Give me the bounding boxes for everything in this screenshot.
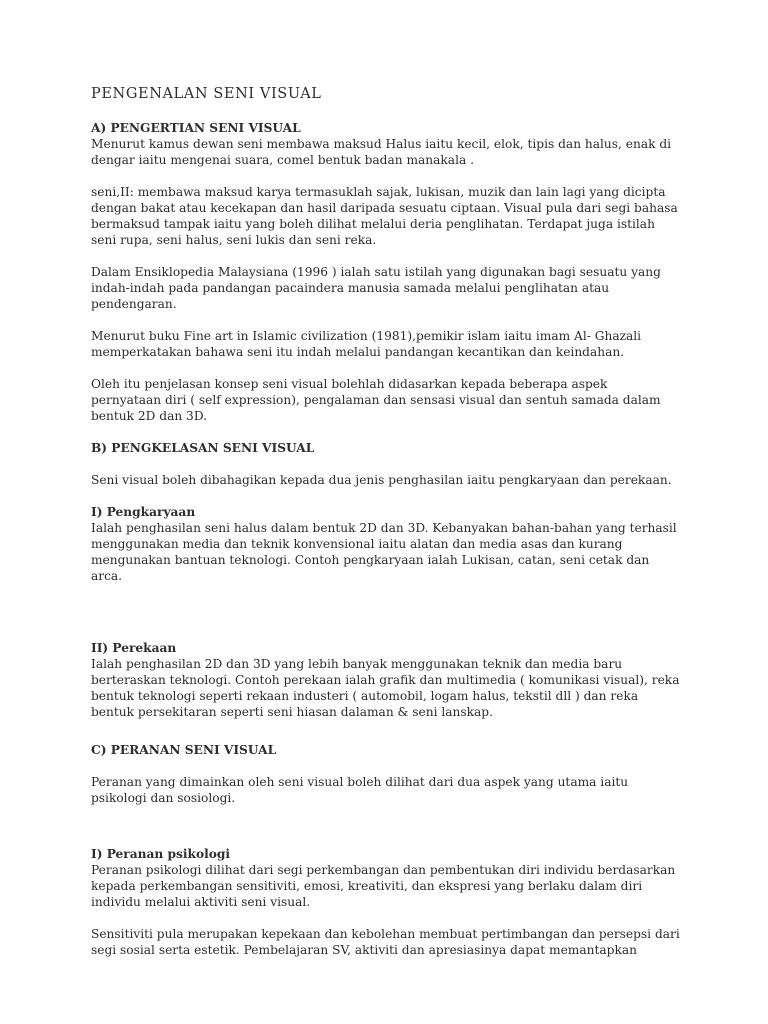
paragraph-psikologi-1: Peranan psikologi dilihat dari segi perkembangan dan pembentukan diri individu berdasarkan kepada perkembangan sensitiviti, emosi, kreativiti, dan ekspresi yang berlaku dalam diri individu melalui aktiviti seni visual.	[91, 863, 676, 909]
paragraph-pengkaryaan: Ialah penghasilan seni halus dalam bentuk 2D dan 3D. Kebanyakan bahan-bahan yang terhasil menggunakan media dan teknik konvensional iaitu alatan dan media asas dan kurang mengunakan bantuan teknologi. Contoh pengkaryaan ialah Lukisan, catan, seni cetak dan arca.	[91, 521, 677, 583]
paragraph-psikologi-2: Sensitiviti pula merupakan kepekaan dan kebolehan membuat pertimbangan dan persepsi dari segi sosial serta estetik. Pembelajaran SV, aktiviti dan apresiasinya dapat memantapkan	[91, 927, 680, 957]
subsection-heading-psikologi: I) Peranan psikologi	[91, 847, 230, 861]
subsection-heading-perekaan: II) Perekaan	[91, 641, 177, 655]
paragraph-a1: Menurut kamus dewan seni membawa maksud Halus iaitu kecil, elok, tipis dan halus, enak di dengar iaitu mengenai suara, comel bentuk badan manakala .	[91, 137, 672, 167]
paragraph-perekaan: Ialah penghasilan 2D dan 3D yang lebih banyak menggunakan teknik dan media baru berteraskan teknologi. Contoh perekaan ialah grafik dan multimedia ( komunikasi visual), reka bentuk teknologi seperti rekaan industeri ( automobil, logam halus, tekstil dll ) dan reka bentuk persekitaran seperti seni hiasan dalaman & seni lanskap.	[91, 657, 680, 719]
page-title: PENGENALAN SENI VISUAL	[91, 86, 322, 102]
paragraph-a2: seni,II: membawa maksud karya termasuklah sajak, lukisan, muzik dan lain lagi yang dicipta dengan bakat atau kecekapan dan hasil daripada sesuatu ciptaan. Visual pula dari segi bahasa bermaksud tampak iaitu yang boleh dilihat melalui deria penglihatan. Terdapat juga istilah seni rupa, seni halus, seni lukis dan seni reka.	[91, 185, 678, 247]
paragraph-b1: Seni visual boleh dibahagikan kepada dua jenis penghasilan iaitu pengkaryaan dan perekaan.	[91, 473, 672, 487]
paragraph-a5: Oleh itu penjelasan konsep seni visual bolehlah didasarkan kepada beberapa aspek pernyataan diri ( self expression), pengalaman dan sensasi visual dan sentuh samada dalam bentuk 2D dan 3D.	[91, 377, 661, 423]
paragraph-c1: Peranan yang dimainkan oleh seni visual boleh dilihat dari dua aspek yang utama iaitu psikologi dan sosiologi.	[91, 775, 629, 805]
paragraph-a3: Dalam Ensiklopedia Malaysiana (1996 ) ialah satu istilah yang digunakan bagi sesuatu yang indah-indah pada pandangan pacaindera manusia samada melalui penglihatan atau pendengaran.	[91, 265, 661, 311]
paragraph-a4: Menurut buku Fine art in Islamic civilization (1981),pemikir islam iaitu imam Al- Ghazali memperkatakan bahawa seni itu indah melalui pandangan kecantikan dan keindahan.	[91, 329, 642, 359]
section-heading-b: B) PENGKELASAN SENI VISUAL	[91, 441, 315, 455]
document-body	[91, 84, 681, 958]
subsection-heading-pengkaryaan: I) Pengkaryaan	[91, 505, 196, 519]
section-heading-c: C) PERANAN SENI VISUAL	[91, 743, 277, 757]
section-heading-a: A) PENGERTIAN SENI VISUAL	[91, 121, 301, 135]
